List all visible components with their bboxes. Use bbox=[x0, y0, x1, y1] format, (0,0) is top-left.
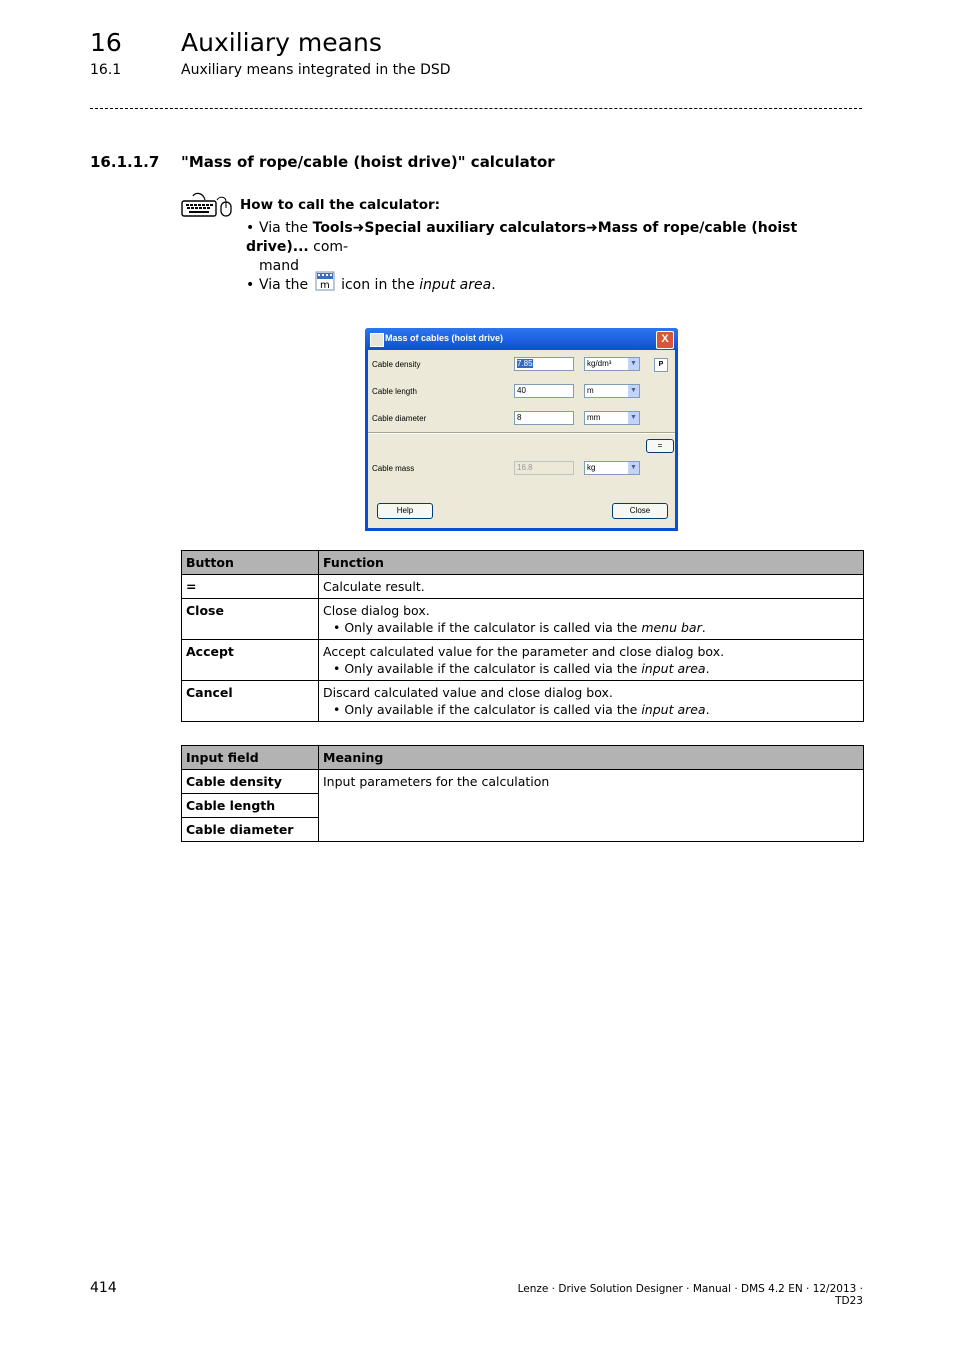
howto-title: How to call the calculator: bbox=[240, 197, 441, 213]
cable-mass-label: Cable mass bbox=[372, 464, 415, 473]
table-header: Function bbox=[319, 551, 864, 575]
chapter-number: 16 bbox=[90, 28, 122, 57]
svg-text:m: m bbox=[319, 280, 330, 291]
help-button[interactable]: Help bbox=[377, 503, 433, 519]
page-number: 414 bbox=[90, 1280, 117, 1296]
howto-bullet-icon bbox=[246, 271, 856, 295]
cable-density-unit-select[interactable] bbox=[584, 357, 640, 371]
dialog-title: Mass of cables (hoist drive) bbox=[385, 333, 504, 343]
section-number: 16.1 bbox=[90, 62, 122, 78]
cell-note bbox=[323, 660, 859, 677]
note-text: • Only available if the calculator is called via the bbox=[333, 620, 642, 635]
button-function-table bbox=[181, 550, 864, 722]
cable-density-unit: kg/dm³ bbox=[587, 359, 612, 368]
mass-of-cables-dialog bbox=[365, 328, 678, 531]
table-cell-key: Cancel bbox=[182, 681, 319, 722]
note-emphasis: input area bbox=[641, 702, 706, 717]
note-text: • Only available if the calculator is called via the bbox=[333, 702, 642, 717]
table-cell-key: = bbox=[182, 575, 319, 599]
chapter-title: Auxiliary means bbox=[181, 28, 382, 57]
close-icon[interactable]: X bbox=[656, 331, 674, 349]
chevron-down-icon: ▼ bbox=[628, 412, 639, 424]
table-cell-key: Cable length bbox=[182, 794, 319, 818]
header-divider bbox=[90, 108, 862, 109]
table-cell bbox=[319, 599, 864, 640]
cable-mass-unit: kg bbox=[587, 463, 596, 472]
cell-text: Calculate result. bbox=[323, 579, 425, 594]
cable-diameter-unit-select[interactable] bbox=[584, 411, 640, 425]
cell-text: Discard calculated value and close dialog box. bbox=[323, 685, 613, 700]
cable-mass-unit-select[interactable] bbox=[584, 461, 640, 475]
keyboard-mouse-icon bbox=[181, 190, 233, 218]
cell-note bbox=[323, 619, 859, 636]
bullet-dot: • bbox=[246, 277, 255, 293]
table-cell-key: Cable diameter bbox=[182, 818, 319, 842]
menu-path: Tools➜Special auxiliary calculators➜Mass of rope/cable (hoist drive)... bbox=[246, 220, 798, 255]
cable-length-input[interactable]: 40 bbox=[514, 384, 574, 398]
bullet-dot: • bbox=[246, 220, 255, 236]
table-cell-meaning: Input parameters for the calculation bbox=[319, 770, 864, 842]
table-row bbox=[182, 640, 864, 681]
cable-length-label: Cable length bbox=[372, 387, 417, 396]
bullet-text: . bbox=[491, 277, 496, 293]
table-cell bbox=[319, 681, 864, 722]
table-header: Meaning bbox=[319, 746, 864, 770]
bullet-text: Via the bbox=[259, 220, 313, 236]
chevron-down-icon: ▼ bbox=[628, 462, 639, 474]
chevron-down-icon: ▼ bbox=[628, 385, 639, 397]
note-emphasis: menu bar bbox=[641, 620, 702, 635]
cell-note bbox=[323, 701, 859, 718]
input-field-table bbox=[181, 745, 864, 842]
cable-diameter-label: Cable diameter bbox=[372, 414, 427, 423]
cable-length-unit: m bbox=[587, 386, 594, 395]
parameter-icon[interactable]: P bbox=[654, 358, 668, 372]
chevron-down-icon: ▼ bbox=[628, 358, 639, 370]
note-emphasis: input area bbox=[641, 661, 706, 676]
cable-length-unit-select[interactable] bbox=[584, 384, 640, 398]
bullet-emphasis: input area bbox=[419, 277, 492, 293]
table-cell-key: Accept bbox=[182, 640, 319, 681]
howto-bullet-menu bbox=[246, 219, 856, 276]
table-header-row bbox=[182, 551, 864, 575]
section-title: Auxiliary means integrated in the DSD bbox=[181, 62, 451, 78]
calculator-icon bbox=[315, 271, 335, 291]
calculate-button[interactable]: = bbox=[646, 439, 674, 453]
table-cell bbox=[319, 640, 864, 681]
table-cell-key: Cable density bbox=[182, 770, 319, 794]
close-button[interactable]: Close bbox=[612, 503, 668, 519]
cable-density-value: 7.85 bbox=[517, 359, 533, 368]
footer-text: Lenze · Drive Solution Designer · Manual · DMS 4.2 EN · 12/2013 · TD23 bbox=[517, 1283, 863, 1307]
cable-density-label: Cable density bbox=[372, 360, 421, 369]
table-cell bbox=[319, 575, 864, 599]
dialog-body bbox=[368, 350, 675, 528]
dialog-separator bbox=[368, 432, 675, 434]
note-text: • Only available if the calculator is called via the bbox=[333, 661, 642, 676]
bullet-continuation: mand bbox=[259, 258, 299, 274]
app-icon bbox=[370, 333, 384, 347]
table-row bbox=[182, 681, 864, 722]
cable-density-input[interactable] bbox=[514, 357, 574, 371]
cable-diameter-unit: mm bbox=[587, 413, 601, 422]
note-end: . bbox=[705, 661, 710, 676]
note-end: . bbox=[701, 620, 706, 635]
bullet-text: icon in the bbox=[336, 277, 420, 293]
cable-diameter-input[interactable]: 8 bbox=[514, 411, 574, 425]
table-row bbox=[182, 575, 864, 599]
table-header-row bbox=[182, 746, 864, 770]
table-cell-key: Close bbox=[182, 599, 319, 640]
table-header: Button bbox=[182, 551, 319, 575]
dialog-titlebar bbox=[365, 328, 678, 350]
note-end: . bbox=[705, 702, 710, 717]
table-header: Input field bbox=[182, 746, 319, 770]
cable-mass-output: 16.8 bbox=[514, 461, 574, 475]
bullet-text: Via the bbox=[259, 277, 313, 293]
subsection-title: "Mass of rope/cable (hoist drive)" calculator bbox=[181, 153, 555, 171]
subsection-number: 16.1.1.7 bbox=[90, 153, 160, 171]
cell-text: Accept calculated value for the parameter and close dialog box. bbox=[323, 644, 725, 659]
cell-text: Close dialog box. bbox=[323, 603, 430, 618]
table-row bbox=[182, 599, 864, 640]
bullet-text: com- bbox=[308, 239, 349, 255]
table-row bbox=[182, 770, 864, 794]
